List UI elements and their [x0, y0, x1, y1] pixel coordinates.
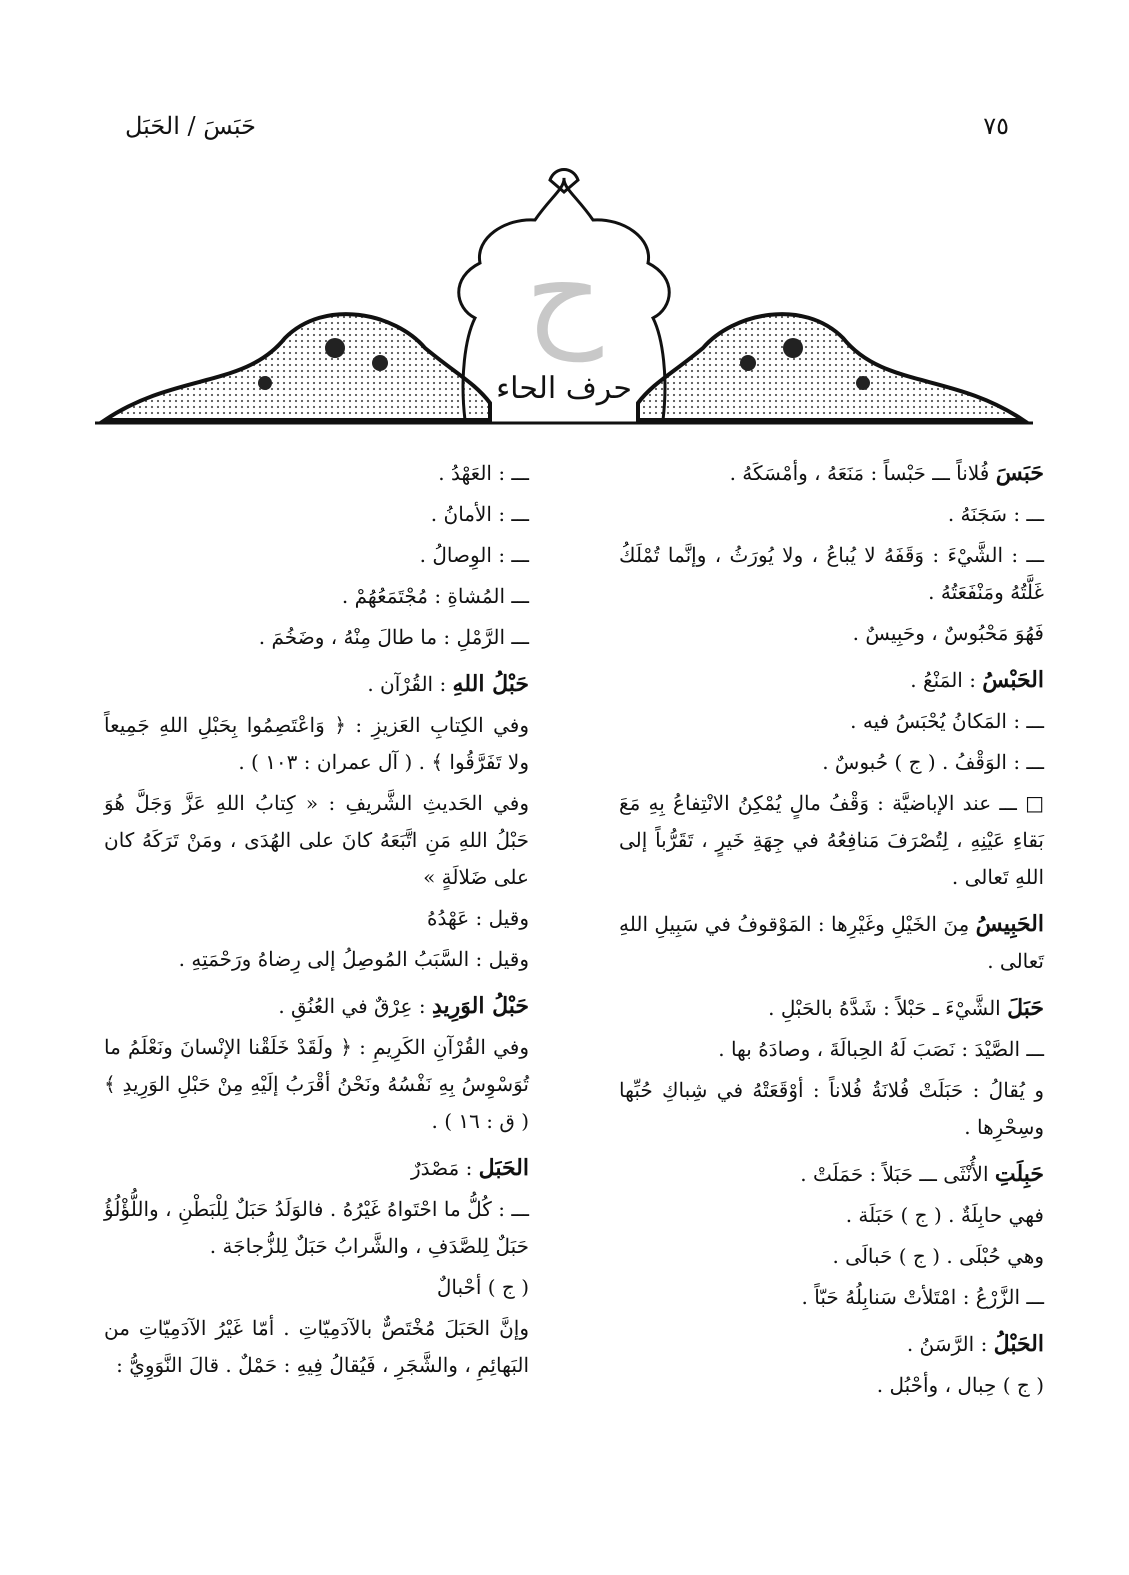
page-number: ٧٥	[983, 112, 1009, 140]
entry-line: □ ـــ عند الإباضيَّة : وَقْفُ مالٍ يُمْكِنُ الانْتِفاعُ بِهِ مَعَ بَقاءِ عَيْنِهِ ، لِتُصْرَفَ مَنافِعُهُ في جِهَةِ خَيرٍ ، تَقَرُّباً إلى اللهِ تَعالى .	[619, 791, 1044, 889]
entry-line: ـــ : الشَّيْءَ : وَقَفَهُ لا يُباعُ ، ولا يُورَثُ ، وإنَّما تُمْلَكُ غَلَّتُهُ ومَنْفَعَتُهُ .	[619, 543, 1044, 604]
chapter-ornament	[95, 158, 1033, 433]
entry-line: ـــ : سَجَنَهُ .	[947, 502, 1044, 526]
entry-line: حَبَلَ الشَّيْءَ ـ حَبْلاً : شَدَّهُ بالحَبْلِ .	[768, 995, 1044, 1021]
entry-line: الحَبَل : مَصْدَرٌ	[411, 1155, 529, 1181]
entry-line: وهي حُبْلَى . ( ج ) حَبالَى .	[832, 1244, 1044, 1268]
entry-line: وفي القُرْآنِ الكَرِيمِ : ﴿ ولَقَدْ خَلَقْنا الإنْسانَ ونَعْلَمُ ما تُوَسْوِسُ بِهِ نَفْسُهُ ونَحْنُ أقْرَبُ إلَيْهِ مِنْ حَبْلِ الوَرِيدِ ﴾ ( ق : ١٦ ) .	[104, 1035, 529, 1133]
entry-line: ـــ الرَّمْلِ : ما طالَ مِنْهُ ، وضَخُمَ .	[258, 625, 529, 649]
right-column	[619, 455, 1044, 1408]
entry-line: ـــ : كُلُّ ما احْتَواهُ غَيْرُهُ . فالوَلَدُ حَبَلٌ لِلْبَطْنِ ، واللُّؤْلُؤُ حَبَلٌ لِلصَّدَفِ ، والشَّرابُ حَبَلٌ لِلزُّجاجَة .	[104, 1197, 529, 1258]
entry-line: الحَبْلُ : الرَّسَنُ .	[906, 1331, 1044, 1357]
entry-line: وقيل : السَّبَبُ المُوصِلُ إلى رِضاهُ ورَحْمَتِهِ .	[178, 947, 529, 971]
entry-line: ـــ : العَهْدُ .	[438, 461, 529, 485]
banner-letter: ح	[525, 223, 603, 362]
entry-line: الحَبِيسُ مِنَ الخَيْلِ وغَيْرِها : المَوْقوفُ في سَبِيلِ اللهِ تَعالى .	[619, 911, 1044, 973]
entry-line: حَبَسَ فُلاناً ـــ حَبْساً : مَنَعَهُ ، وأمْسَكَهُ .	[729, 460, 1044, 486]
entry-line: ـــ : الوِصالُ .	[419, 543, 529, 567]
entry-line: حَبْلُ اللهِ : القُرْآن .	[367, 671, 529, 697]
entry-line: ـــ : الأمانُ .	[430, 502, 529, 526]
entry-line: وفي الكِتابِ العَزيزِ : ﴿ وَاعْتَصِمُوا بِحَبْلِ اللهِ جَمِيعاً ولا تَفَرَّقُوا ﴾ . ( آل عمران : ١٠٣ ) .	[104, 713, 529, 774]
banner-caption: حرف الحاء	[496, 371, 632, 406]
entry-line: ـــ الزَّرْعُ : امْتَلأتْ سَنابِلُهُ حَبّاً .	[801, 1285, 1044, 1309]
running-header-title: حَبَسَ / الحَبَل	[125, 112, 256, 140]
entry-line: الحَبْسُ : المَنْعُ .	[910, 667, 1044, 693]
entry-line: ـــ المُشاةِ : مُجْتَمَعُهُمْ .	[341, 584, 529, 608]
entry-line: فَهُوَ مَحْبُوسٌ ، وحَبِيسٌ .	[852, 621, 1044, 645]
entry-line: وإنَّ الحَبَلَ مُخْتَصٌّ بالآدَمِيّاتِ . أمّا غَيْرُ الآدَمِيّاتِ من البَهائِمِ ، والشَّجَرِ ، فَيُقالُ فِيهِ : حَمْلٌ . قالَ النَّوَوِيُّ :	[104, 1316, 529, 1377]
entry-line: ( ج ) حِبال ، وأحْبُل .	[876, 1373, 1044, 1397]
entry-line: وفي الحَديثِ الشَّريفِ : « كِتابُ اللهِ عَزَّ وَجَلَّ هُوَ حَبْلُ اللهِ مَنِ اتَّبَعَهُ كانَ على الهُدَى ، ومَنْ تَرَكَهُ كان على ضَلالَةٍ »	[104, 791, 529, 889]
entry-line: ـــ : الوَقْفُ . ( ج ) حُبوسٌ .	[822, 750, 1044, 774]
left-column	[104, 455, 529, 1388]
entry-line: فهي حابِلَةٌ . ( ج ) حَبَلَة .	[845, 1203, 1044, 1227]
entry-line: ـــ الصَّيْدَ : نَصَبَ لَهُ الحِبالَةَ ، وصادَهُ بها .	[718, 1037, 1044, 1061]
entry-line: حَبِلَتِ الأُنْثَى ـــ حَبَلاً : حَمَلَتْ .	[800, 1161, 1044, 1187]
entry-line: و يُقالُ : حَبَلَتْ فُلانَةُ فُلاناً : أوْقَعَتْهُ في شِباكِ حُبِّها وسِحْرِها .	[619, 1078, 1044, 1139]
entry-line: ـــ : المَكانُ يُحْبَسُ فيه .	[850, 709, 1044, 733]
entry-line: ( ج ) أحْبالٌ	[436, 1275, 529, 1299]
entry-line: حَبْلُ الوَرِيدِ : عِرْقٌ في العُنُقِ .	[278, 993, 529, 1019]
entry-line: وقيل : عَهْدُهُ	[427, 906, 529, 930]
